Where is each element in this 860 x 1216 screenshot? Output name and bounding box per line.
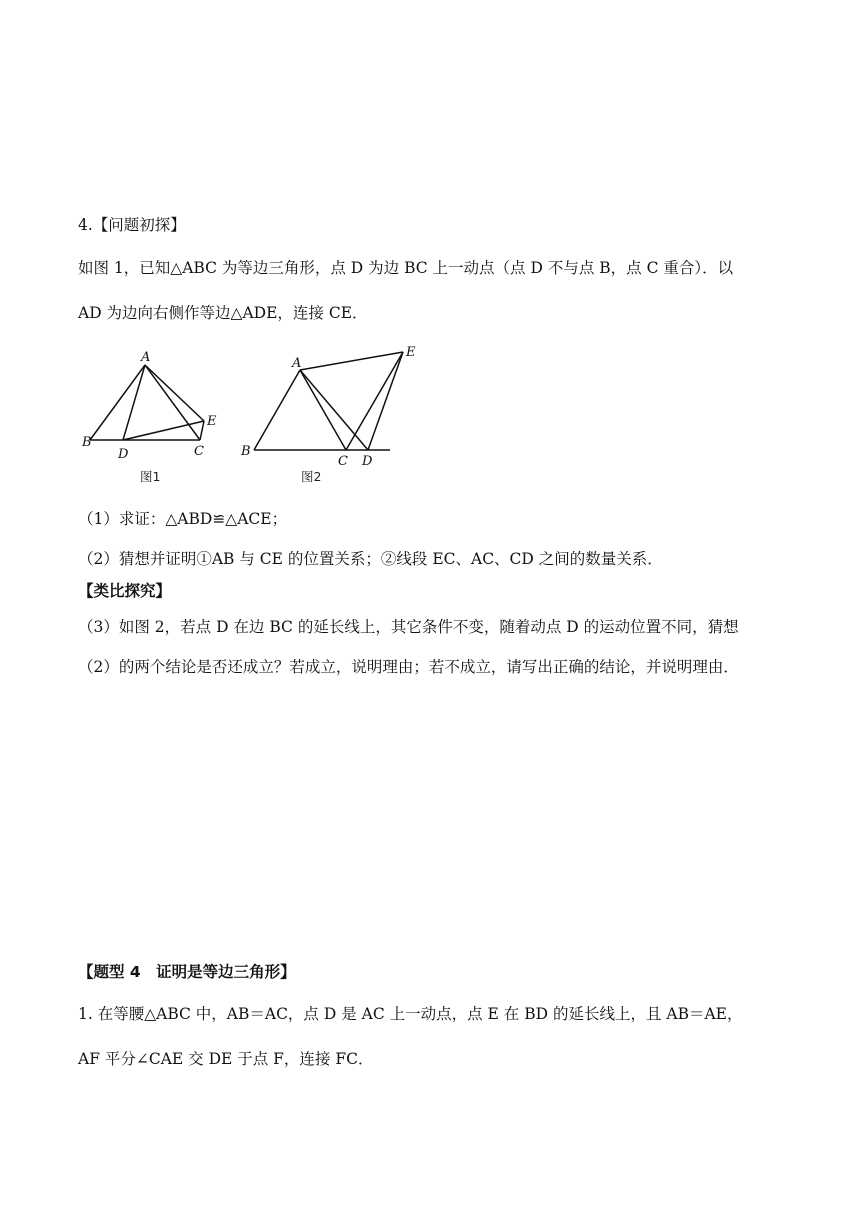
type-4-problem-line-2: AF 平分∠CAE 交 DE 于点 F，连接 FC．: [78, 1050, 374, 1068]
fig1-label-d: D: [118, 447, 129, 462]
fig2-label-b: B: [241, 444, 251, 459]
analogy-header: 【类比探究】: [78, 582, 172, 600]
fig2-caption: 图2: [301, 469, 322, 484]
fig2-label-d: D: [362, 454, 373, 469]
type-4-problem-line-1: 1. 在等腰△ABC 中，AB＝AC，点 D 是 AC 上一动点，点 E 在 BD 的延长线上，且 AB＝AE，: [78, 1005, 743, 1023]
question-2: （2）猜想并证明①AB 与 CE 的位置关系；②线段 EC、AC、CD 之间的数量关系．: [78, 550, 663, 568]
problem-4-text-line-1: 如图 1，已知△ABC 为等边三角形，点 D 为边 BC 上一动点（点 D 不与点 B，点 C 重合）．以: [78, 259, 734, 277]
question-3-line-1: （3）如图 2，若点 D 在边 BC 的延长线上，其它条件不变，随着动点 D 的运动位置不同，猜想: [78, 618, 739, 636]
question-3-line-2: （2）的两个结论是否还成立？若成立，说明理由；若不成立，请写出正确的结论，并说明理由．: [78, 658, 739, 676]
figure-2: [238, 340, 428, 490]
fig1-label-c: C: [194, 444, 204, 459]
fig2-label-e: E: [406, 345, 416, 360]
fig1-caption: 图1: [140, 469, 161, 484]
fig1-label-e: E: [207, 414, 217, 429]
question-1: （1）求证：△ABD≌△ACE；: [78, 510, 288, 528]
problem-4-header: 4.【问题初探】: [78, 216, 186, 234]
fig2-label-c: C: [338, 454, 348, 469]
figure-1: [80, 345, 230, 490]
fig2-label-a: A: [292, 356, 302, 371]
section-type-4-title: 【题型 4 证明是等边三角形】: [78, 963, 296, 981]
problem-4-text-line-2: AD 为边向右侧作等边△ADE，连接 CE．: [78, 304, 368, 322]
fig1-label-b: B: [82, 435, 92, 450]
fig1-label-a: A: [141, 350, 151, 365]
